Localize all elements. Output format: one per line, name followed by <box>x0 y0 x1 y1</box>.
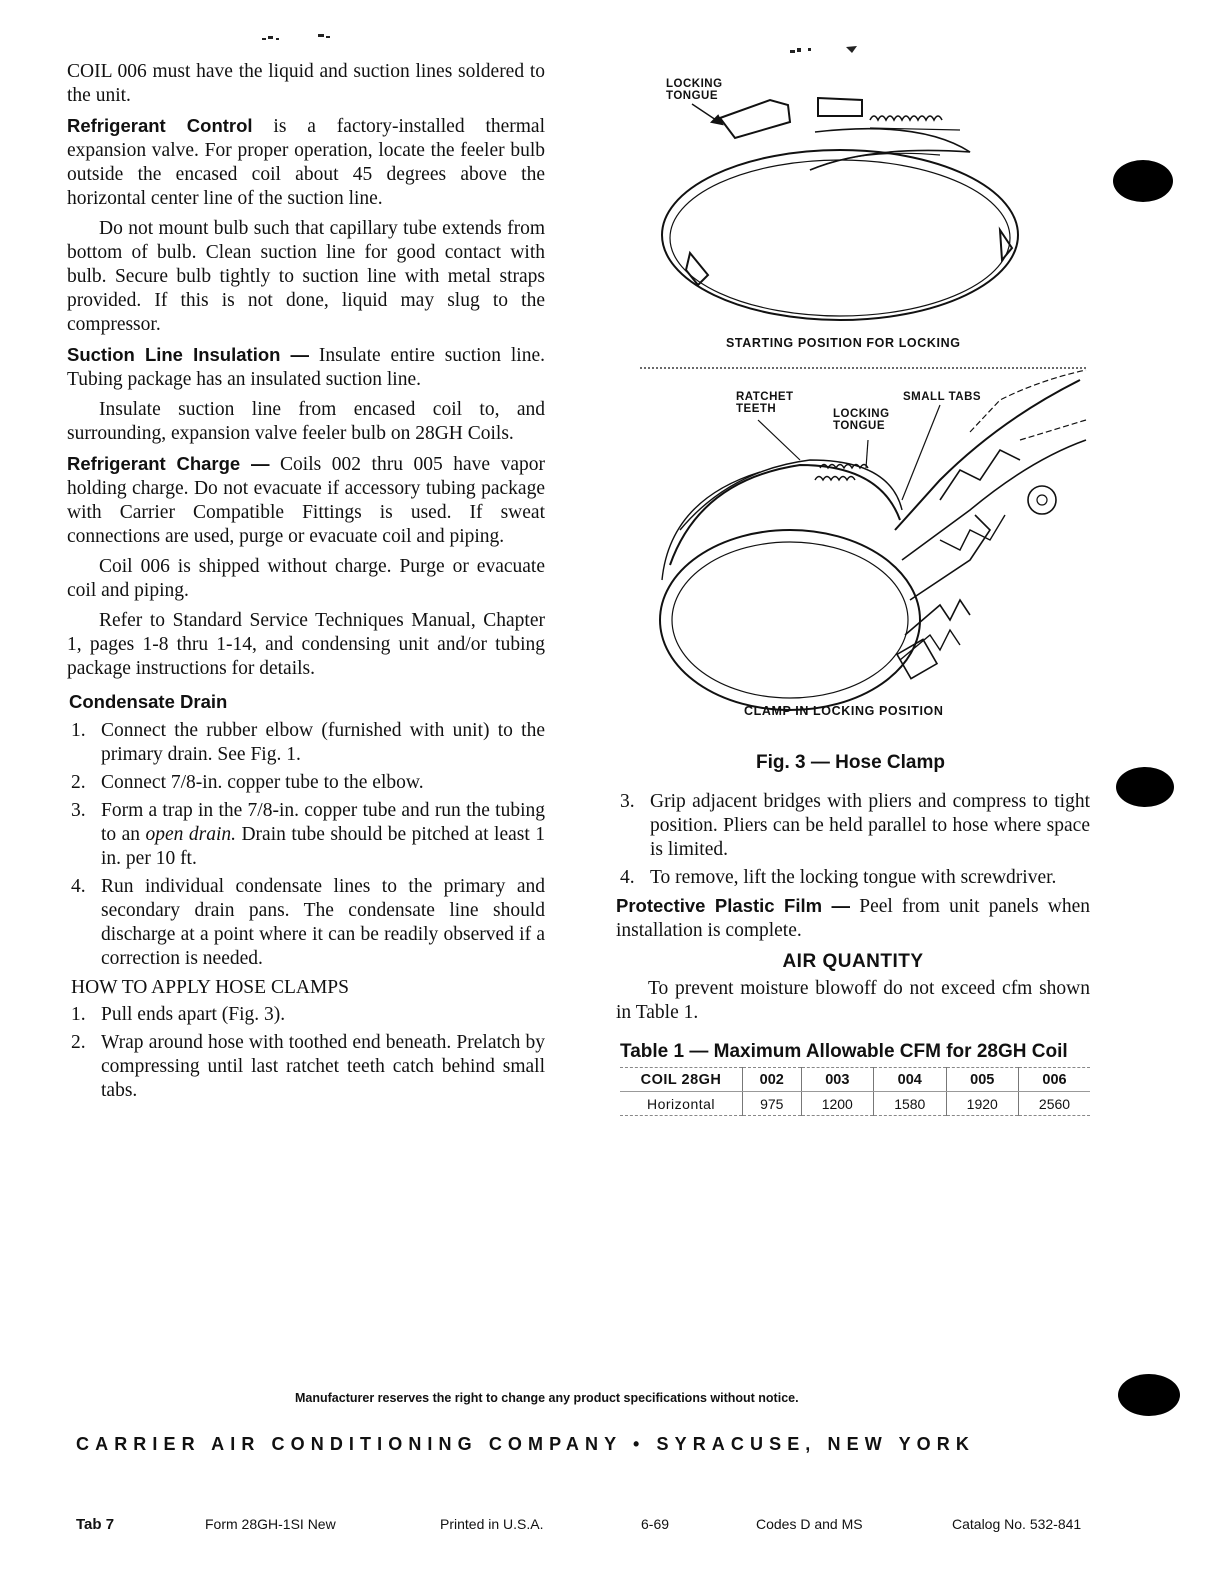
list-number: 1. <box>71 1004 86 1025</box>
footer-tab: Tab 7 <box>76 1516 115 1533</box>
caption-starting-position: STARTING POSITION FOR LOCKING <box>726 336 961 350</box>
refrigerant-charge-paragraph <box>67 452 545 549</box>
refer-manual-paragraph: Refer to Standard Service Techniques Manual, Chapter 1, pages 1-8 thru 1-14, and condensing unit and/or tubing package instructions for details. <box>67 610 545 679</box>
table-header-cell: 005 <box>946 1068 1018 1092</box>
punch-hole-mark <box>1116 767 1174 807</box>
table-cell: 2560 <box>1019 1092 1091 1116</box>
right-column <box>616 790 1090 1116</box>
hose-outer <box>660 530 920 710</box>
punch-hole-mark <box>1113 160 1173 202</box>
refrigerant-control-text: is a factory-installed thermal expansion valve. For proper operation, locate the feeler bulb outside the encased coil about 45 degrees above the horizontal center line of the suction line. <box>67 116 545 209</box>
company-banner: CARRIER AIR CONDITIONING COMPANY • SYRACUSE, NEW YORK <box>76 1434 975 1454</box>
list-item <box>67 875 545 971</box>
table-cell: Horizontal <box>646 1096 716 1112</box>
caption-clamp-locking: CLAMP IN LOCKING POSITION <box>744 704 944 718</box>
footer-form: Form 28GH-1SI New <box>205 1516 336 1532</box>
list-item-text: Grip adjacent bridges with pliers and compress to tight position. Pliers can be held parallel to hose where space is limited. <box>650 791 1090 860</box>
table-header-cell: 002 <box>743 1068 802 1092</box>
refrigerant-charge-heading: Refrigerant Charge — <box>67 453 270 474</box>
air-quantity-heading: AIR QUANTITY <box>782 951 924 972</box>
left-column <box>67 60 545 1107</box>
air-quantity-paragraph: To prevent moisture blowoff do not exceed cfm shown in Table 1. <box>616 978 1090 1023</box>
disclaimer: Manufacturer reserves the right to change any product specifications without notice. <box>295 1391 799 1405</box>
protective-film-heading: Protective Plastic Film — <box>616 895 851 916</box>
list-item <box>616 790 1090 862</box>
footer-catalog: Catalog No. 532-841 <box>952 1516 1082 1532</box>
table-cell: 1580 <box>874 1092 946 1116</box>
pliers-pivot <box>1028 486 1056 514</box>
footer-printed: Printed in U.S.A. <box>440 1516 544 1532</box>
list-number: 2. <box>71 1032 86 1053</box>
punch-hole-mark <box>1118 1374 1180 1416</box>
cfm-table <box>620 1067 1090 1116</box>
list-item <box>616 866 1090 890</box>
list-item <box>67 1003 545 1027</box>
table-cell: 975 <box>743 1092 802 1116</box>
list-item-text: Connect the rubber elbow (furnished with unit) to the primary drain. See Fig. 1. <box>101 720 545 765</box>
coil-006-paragraph: COIL 006 must have the liquid and suction lines soldered to the unit. <box>67 61 545 106</box>
table-header-row <box>620 1068 1090 1092</box>
table-row <box>620 1092 1090 1116</box>
list-item <box>67 1031 545 1103</box>
insulate-paragraph: Insulate suction line from encased coil to, and surrounding, expansion valve feeler bulb on 28GH Coils. <box>67 399 545 444</box>
refrigerant-control-heading: Refrigerant Control <box>67 115 253 136</box>
bulb-mounting-paragraph: Do not mount bulb such that capillary tube extends from bottom of bulb. Clean suction line for good contact with bulb. Secure bulb tightly to suction line with metal straps provided. If this is not done, liquid may slug to the compressor. <box>67 218 545 335</box>
hose-clamps-list-continued <box>616 790 1090 890</box>
table-header-cell: 006 <box>1019 1068 1091 1092</box>
list-item <box>67 719 545 767</box>
table-cell: 1920 <box>946 1092 1018 1116</box>
suction-insulation-heading: Suction Line Insulation — <box>67 344 310 365</box>
refrigerant-charge-text: Coils 002 thru 005 have vapor holding charge. Do not evacuate if accessory tubing package with Carrier Compatible Fittings is used. If sweat connections are used, purge or evacuate coil and piping. <box>67 454 545 547</box>
label-ratchet-teeth: RATCHET TEETH <box>736 391 794 415</box>
table-header-cell: 003 <box>801 1068 873 1092</box>
suction-insulation-paragraph <box>67 343 545 392</box>
scan-specks <box>0 0 1222 60</box>
open-drain-emphasis: open drain. <box>145 824 236 845</box>
list-number: 3. <box>71 800 86 821</box>
list-item-text-post: Drain tube should be pitched at least 1 in. per 10 ft. <box>101 824 545 869</box>
protective-film-paragraph <box>616 894 1090 943</box>
figure-title: Fig. 3 — Hose Clamp <box>756 752 945 773</box>
list-item <box>67 771 545 795</box>
condensate-drain-heading: Condensate Drain <box>69 691 228 712</box>
list-number: 2. <box>71 772 86 793</box>
protective-film-text: Peel from unit panels when installation is complete. <box>616 896 1090 941</box>
label-locking-tongue-bottom: LOCKING TONGUE <box>833 408 890 432</box>
hose-clamps-heading: HOW TO APPLY HOSE CLAMPS <box>71 977 349 998</box>
list-item-text-pre: Form a trap in the 7/8-in. copper tube and run the tubing to an <box>101 800 545 845</box>
label-small-tabs: SMALL TABS <box>903 391 982 403</box>
list-number: 4. <box>620 867 635 888</box>
clamp-ring-inner <box>670 160 1010 316</box>
list-number: 1. <box>71 720 86 741</box>
hose-inner <box>672 542 908 698</box>
table-cell: 1200 <box>801 1092 873 1116</box>
table-header-cell: COIL 28GH <box>620 1068 743 1092</box>
hose-clamp-figure <box>640 60 1090 740</box>
list-number: 3. <box>620 791 635 812</box>
footer-codes: Codes D and MS <box>756 1516 863 1532</box>
table-title: Table 1 — Maximum Allowable CFM for 28GH Coil <box>620 1041 1068 1062</box>
label-locking-tongue-top: LOCKING TONGUE <box>666 78 723 102</box>
hose-clamps-list <box>67 1003 545 1103</box>
list-item-text: Connect 7/8-in. copper tube to the elbow. <box>101 772 424 793</box>
footer-date: 6-69 <box>641 1516 670 1532</box>
list-number: 4. <box>71 876 86 897</box>
list-item-text: Run individual condensate lines to the primary and secondary drain pans. The condensate line should discharge at a point where it can be readily observed if a correction is needed. <box>101 876 545 969</box>
suction-insulation-text: Insulate entire suction line. Tubing package has an insulated suction line. <box>67 345 546 390</box>
list-item-text: To remove, lift the locking tongue with screwdriver. <box>650 867 1057 888</box>
table-header-cell: 004 <box>874 1068 946 1092</box>
coil-006-charge-paragraph: Coil 006 is shipped without charge. Purge or evacuate coil and piping. <box>67 556 545 601</box>
list-item <box>67 799 545 871</box>
list-item-text: Pull ends apart (Fig. 3). <box>101 1004 286 1025</box>
clamp-ring-outer <box>662 150 1018 320</box>
refrigerant-control-paragraph <box>67 114 545 211</box>
condensate-drain-list <box>67 719 545 971</box>
list-item-text: Wrap around hose with toothed end beneath. Prelatch by compressing until last ratchet teeth catch behind small tabs. <box>101 1032 545 1101</box>
